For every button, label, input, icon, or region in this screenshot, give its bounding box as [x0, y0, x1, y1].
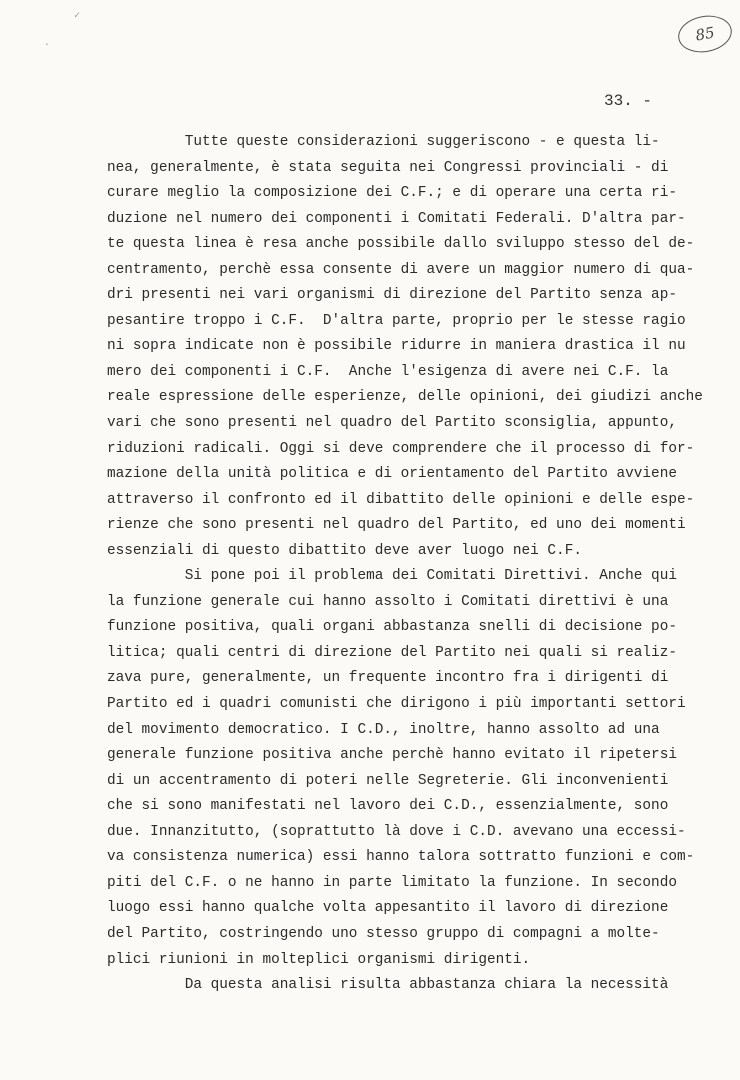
- text-line: plici riunioni in molteplici organismi dirigenti.: [107, 951, 531, 968]
- text-line: va consistenza numerica) essi hanno talora sottratto funzioni e com-: [107, 849, 695, 866]
- text-line: mero dei componenti i C.F. Anche l'esigenza di avere nei C.F. la: [107, 363, 669, 380]
- body-text: [107, 130, 707, 999]
- text-line: del movimento democratico. I C.D., inoltre, hanno assolto ad una: [107, 721, 660, 738]
- text-line: attraverso il confronto ed il dibattito delle opinioni e delle espe-: [107, 491, 695, 508]
- text-line: piti del C.F. o ne hanno in parte limitato la funzione. In secondo: [107, 874, 677, 891]
- corner-mark: ✓: [74, 11, 81, 22]
- text-line: mazione della unità politica e di orientamento del Partito avviene: [107, 466, 677, 483]
- text-line: vari che sono presenti nel quadro del Partito sconsiglia, appunto,: [107, 415, 677, 432]
- archive-stamp: [675, 12, 734, 57]
- text-line: duzione nel numero dei componenti i Comitati Federali. D'altra par-: [107, 210, 686, 227]
- text-line: funzione positiva, quali organi abbastanza snelli di decisione po-: [107, 619, 677, 636]
- text-line: generale funzione positiva anche perchè hanno evitato il ripetersi: [107, 747, 677, 764]
- text-line: la funzione generale cui hanno assolto i Comitati direttivi è una: [107, 593, 669, 610]
- text-line: Tutte queste considerazioni suggeriscono - e questa li-: [107, 134, 660, 150]
- text-line: riduzioni radicali. Oggi si deve comprendere che il processo di for-: [107, 440, 695, 457]
- text-line: che si sono manifestati nel lavoro dei C.D., essenzialmente, sono: [107, 798, 669, 815]
- text-line: del Partito, costringendo uno stesso gruppo di compagni a molte-: [107, 925, 660, 942]
- page-number: 33. -: [604, 92, 653, 110]
- corner-dot: ·: [44, 40, 51, 51]
- archive-stamp-number: 85: [694, 23, 716, 45]
- text-line: centramento, perchè essa consente di avere un maggior numero di qua-: [107, 261, 695, 278]
- text-line: zava pure, generalmente, un frequente incontro fra i dirigenti di: [107, 670, 669, 687]
- text-line: Si pone poi il problema dei Comitati Direttivi. Anche qui: [107, 568, 677, 585]
- text-line: litica; quali centri di direzione del Partito nei quali si realiz-: [107, 644, 677, 661]
- text-line: Partito ed i quadri comunisti che dirigono i più importanti settori: [107, 696, 686, 713]
- text-line: luogo essi hanno qualche volta appesantito il lavoro di direzione: [107, 900, 669, 917]
- text-line: due. Innanzitutto, (soprattutto là dove i C.D. avevano una eccessi-: [107, 823, 686, 840]
- text-line: essenziali di questo dibattito deve aver luogo nei C.F.: [107, 542, 582, 559]
- text-line: nea, generalmente, è stata seguita nei Congressi provinciali - di: [107, 159, 669, 176]
- text-line: pesantire troppo i C.F. D'altra parte, proprio per le stesse ragio: [107, 312, 686, 329]
- text-line: curare meglio la composizione dei C.F.; e di operare una certa ri-: [107, 185, 677, 202]
- text-line: di un accentramento di poteri nelle Segreterie. Gli inconvenienti: [107, 772, 669, 789]
- text-line: dri presenti nei vari organismi di direzione del Partito senza ap-: [107, 287, 677, 304]
- text-line: Da questa analisi risulta abbastanza chiara la necessità: [107, 977, 669, 994]
- text-line: reale espressione delle esperienze, delle opinioni, dei giudizi anche: [107, 389, 703, 406]
- text-line: rienze che sono presenti nel quadro del Partito, ed uno dei momenti: [107, 517, 686, 534]
- text-line: ni sopra indicate non è possibile ridurre in maniera drastica il nu: [107, 338, 686, 355]
- text-line: te questa linea è resa anche possibile dallo sviluppo stesso del de-: [107, 236, 695, 253]
